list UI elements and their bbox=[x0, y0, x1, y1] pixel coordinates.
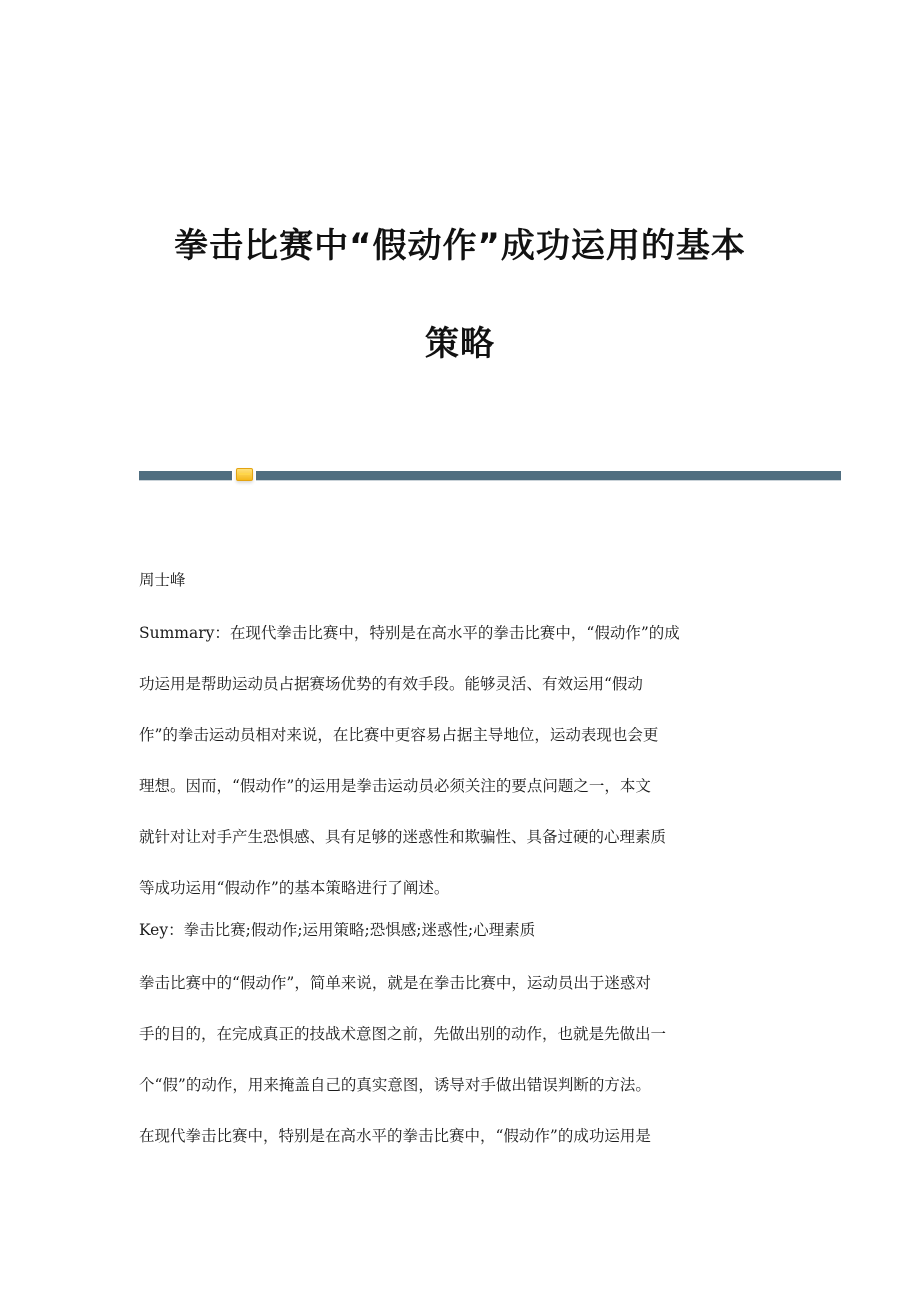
summary-line: 就针对让对手产生恐惧感、具有足够的迷惑性和欺骗性、具备过硬的心理素质 bbox=[139, 828, 667, 846]
document-title-line-1: 拳击比赛中“假动作”成功运用的基本 bbox=[174, 226, 746, 266]
keywords-line: Key：拳击比赛;假动作;运用策略;恐惧感;迷惑性;心理素质 bbox=[139, 921, 536, 939]
gold-bar-icon bbox=[236, 468, 253, 481]
author-name: 周士峰 bbox=[139, 571, 186, 589]
summary-line: 等成功运用“假动作”的基本策略进行了阐述。 bbox=[139, 879, 450, 897]
summary-line: Summary：在现代拳击比赛中，特别是在高水平的拳击比赛中，“假动作”的成 bbox=[139, 624, 680, 642]
body-paragraph bbox=[139, 958, 789, 1162]
divider-left-segment bbox=[139, 471, 232, 481]
summary-line: 理想。因而，“假动作”的运用是拳击运动员必须关注的要点问题之一，本文 bbox=[139, 777, 651, 795]
paragraph-line: 拳击比赛中的“假动作”，简单来说，就是在拳击比赛中，运动员出于迷惑对 bbox=[139, 974, 651, 992]
summary-line: 作”的拳击运动员相对来说，在比赛中更容易占据主导地位，运动表现也会更 bbox=[139, 726, 659, 744]
title-divider bbox=[139, 471, 841, 480]
paragraph-line: 个“假”的动作，用来掩盖自己的真实意图，诱导对手做出错误判断的方法。 bbox=[139, 1076, 651, 1094]
summary-line: 功运用是帮助运动员占据赛场优势的有效手段。能够灵活、有效运用“假动 bbox=[139, 675, 643, 693]
paragraph-line: 手的目的，在完成真正的技战术意图之前，先做出别的动作，也就是先做出一 bbox=[139, 1025, 667, 1043]
document-title-line-2: 策略 bbox=[425, 324, 495, 364]
summary-section bbox=[139, 608, 789, 914]
paragraph-line: 在现代拳击比赛中，特别是在高水平的拳击比赛中，“假动作”的成功运用是 bbox=[139, 1127, 651, 1145]
divider-right-segment bbox=[256, 471, 841, 481]
